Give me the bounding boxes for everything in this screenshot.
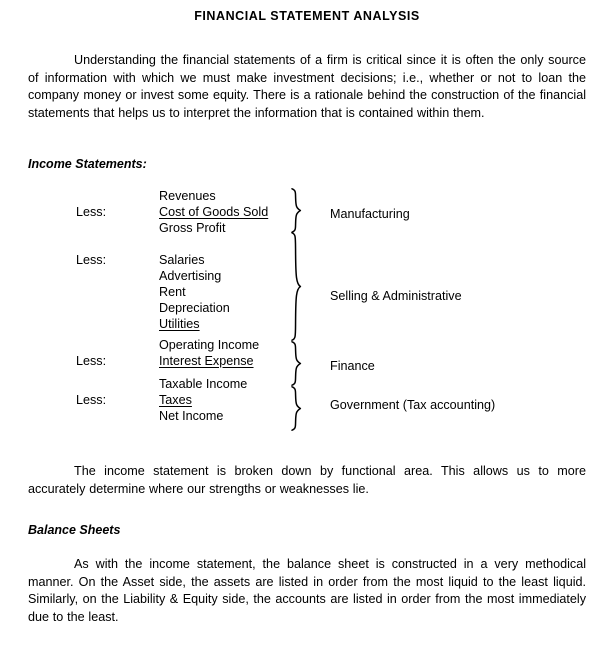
- row-line-item: Depreciation: [159, 301, 230, 315]
- income-statement-row: [0, 376, 614, 392]
- page-title: FINANCIAL STATEMENT ANALYSIS: [194, 9, 420, 23]
- row-less-label: Less:: [76, 205, 107, 219]
- row-line-item: Taxes: [159, 393, 192, 407]
- income-statement-row: [0, 268, 614, 284]
- income-statement-row: [0, 204, 614, 220]
- row-line-item: Salaries: [159, 253, 205, 267]
- row-line-item: Revenues: [159, 189, 216, 203]
- income-statement-row: [0, 392, 614, 408]
- row-line-item: Net Income: [159, 409, 224, 423]
- row-line-item: Interest Expense: [159, 354, 254, 368]
- income-statement-row: [0, 316, 614, 332]
- row-line-item: Operating Income: [159, 338, 260, 352]
- row-line-item: Rent: [159, 285, 186, 299]
- grouping-brace: [290, 386, 303, 431]
- income-statement-row: [0, 300, 614, 316]
- income-statement-row: [0, 337, 614, 353]
- paragraph-balance-sheet: As with the income statement, the balance sheet is constructed in a very methodical manner. On the Asset side, the assets are listed in order from the most liquid to the least liquid. Similarly, on the Liability & Equity side, the accounts are listed in order from the most immediately due to the least.: [28, 557, 586, 624]
- row-line-item: Taxable Income: [159, 377, 248, 391]
- row-line-item: Advertising: [159, 269, 222, 283]
- row-line-item: Cost of Goods Sold: [159, 205, 269, 219]
- heading-income-statements: Income Statements:: [28, 157, 147, 171]
- income-statement-row: [0, 284, 614, 300]
- heading-balance-sheets: Balance Sheets: [28, 523, 121, 537]
- grouping-brace: [290, 341, 303, 386]
- income-statement-row: [0, 252, 614, 268]
- income-statement-table: [0, 186, 614, 436]
- income-statement-row: [0, 220, 614, 236]
- paragraph-intro: Understanding the financial statements of a firm is critical since it is often the only source of information with which we must make investment decisions; i.e., whether or not to loan the company money or invest some equity. There is a rationale behind the construction of the financial statements that helps us to interpret the information that is contained within them.: [28, 53, 586, 120]
- group-label: Finance: [330, 359, 375, 373]
- row-line-item: Gross Profit: [159, 221, 226, 235]
- income-statement-row: [0, 188, 614, 204]
- grouping-brace: [290, 188, 303, 233]
- group-label: Government (Tax accounting): [330, 398, 496, 412]
- group-label: Selling & Administrative: [330, 289, 462, 303]
- paragraph-functional-area: The income statement is broken down by functional area. This allows us to more accurately determine where our strengths or weaknesses lie.: [28, 464, 586, 496]
- row-less-label: Less:: [76, 393, 107, 407]
- row-less-label: Less:: [76, 253, 107, 267]
- group-label: Manufacturing: [330, 207, 410, 221]
- grouping-brace: [290, 232, 303, 341]
- row-line-item: Utilities: [159, 317, 200, 331]
- income-statement-row: [0, 408, 614, 424]
- row-less-label: Less:: [76, 354, 107, 368]
- income-statement-row: [0, 353, 614, 369]
